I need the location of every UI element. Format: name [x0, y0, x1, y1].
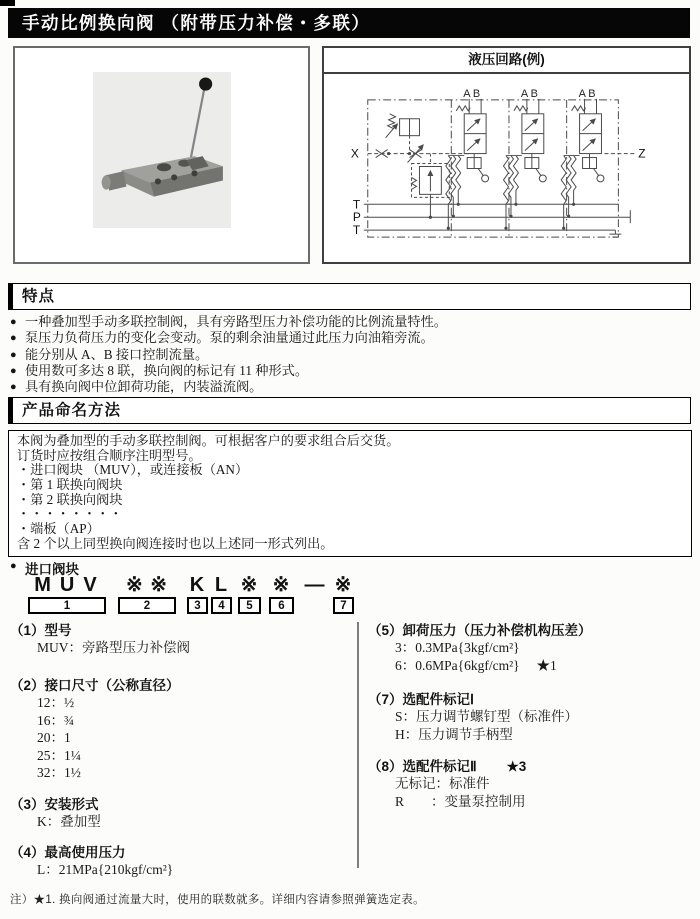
code-text: ※ — [272, 574, 291, 596]
port-label-p: P — [352, 210, 361, 225]
bullet-icon: ● — [10, 560, 17, 572]
naming-line: 含 2 个以上同型换向阀连接时也以上述同一形式列出。 — [17, 535, 334, 551]
port-label-t-bottom: T — [352, 223, 361, 238]
spec-value: L：21MPa{210kgf/cm²} — [37, 861, 174, 877]
hydraulic-circuit-panel — [322, 46, 691, 264]
spec-value: 3：0.3MPa{3kgf/cm²} — [395, 640, 520, 655]
bullet-icon: ● — [10, 364, 17, 377]
valve-photo-illustration — [93, 72, 231, 228]
port-label-x: X — [350, 146, 359, 161]
spec-num: （4） — [10, 844, 45, 860]
code-segment-3 — [187, 574, 208, 614]
naming-line: ・进口阀块 （MUV），或连接板（AN） — [17, 462, 249, 478]
spec-num: （1） — [10, 623, 45, 638]
feature-text: 能分别从 A、B 接口控制流量。 — [25, 346, 209, 362]
feature-item — [10, 330, 690, 346]
spec-value: K：叠加型 — [37, 813, 101, 829]
code-segment-7 — [333, 574, 354, 614]
code-text: — — [304, 574, 326, 596]
spec-num: （5） — [368, 623, 403, 638]
spec-value: H：压力调节手柄型 — [395, 727, 513, 742]
product-photo-frame — [13, 46, 310, 264]
code-text: ※ — [240, 574, 259, 596]
spec-value: 无标记：标准件 — [395, 776, 490, 791]
bullet-icon: ● — [10, 316, 17, 328]
bullet-icon: ● — [10, 381, 17, 394]
features-list — [10, 314, 690, 395]
column-divider — [357, 622, 359, 868]
spec-value: 12：½ — [37, 695, 75, 710]
spec-num: （2） — [10, 678, 45, 693]
spec-item-2 — [10, 677, 350, 782]
spec-value: 16：¾ — [37, 712, 75, 728]
footnote: 注）★1. 换向阀通过流量大时，使用的联数就多。详细内容请参照弹簧选定表。 — [10, 894, 425, 906]
port-label-ab-3: A B — [578, 87, 596, 100]
spec-num: （7） — [368, 692, 403, 707]
inlet-block-label: 进口阀块 — [25, 562, 79, 577]
model-code — [28, 574, 354, 614]
spec-num: （3） — [10, 796, 45, 812]
spec-value: R ：变量泵控制用 — [395, 794, 526, 809]
code-segment-1 — [28, 574, 106, 614]
feature-text: 一种叠加型手动多联控制阀，具有旁路型压力补偿功能的比例流量特性。 — [25, 314, 447, 329]
hydraulic-circuit-diagram — [324, 74, 685, 260]
spec-title-text: 选配件标记Ⅱ — [402, 759, 477, 774]
product-photo — [93, 72, 231, 228]
naming-line: ・第 1 联换向阀块 — [17, 476, 123, 492]
code-segment-dash — [302, 574, 328, 596]
naming-line: ・端板（AP） — [17, 520, 100, 536]
spec-item-4 — [10, 844, 350, 879]
naming-line: 本阀为叠加型的手动多联控制阀。可根据客户的要求组合后交货。 — [17, 433, 400, 448]
feature-item — [10, 363, 690, 379]
circuit-title: 液压回路(例) — [324, 48, 689, 74]
code-segment-5 — [238, 574, 261, 614]
feature-text: 具有换向阀中位卸荷功能，内装溢流阀。 — [25, 379, 263, 395]
spec-value: 32：1½ — [37, 765, 81, 780]
spec-title-text: 接口尺寸（公称直径） — [44, 678, 180, 693]
port-label-z: Z — [638, 146, 646, 161]
spec-item-5 — [368, 622, 688, 675]
port-label-t-top: T — [352, 197, 361, 212]
bullet-icon: ● — [10, 348, 17, 361]
spec-value: S：压力调节螺钉型（标准件） — [395, 709, 579, 724]
code-segment-4 — [211, 574, 232, 614]
naming-line: 订货时应按组合顺序注明型号。 — [17, 447, 202, 463]
feature-item — [10, 314, 690, 330]
spec-item-7 — [368, 691, 688, 744]
spec-value: 20：1 — [37, 730, 71, 745]
port-label-ab-2: A B — [520, 87, 538, 100]
feature-text: 使用数可多达 8 联，换向阀的标记有 11 种形式。 — [25, 362, 309, 378]
code-text: ※ ※ — [125, 574, 169, 596]
feature-text: 泵压力负荷压力的变化会变动。泵的剩余油量通过此压力向油箱旁流。 — [25, 330, 434, 346]
bullet-icon: ● — [10, 332, 17, 345]
code-box-number: 7 — [333, 597, 354, 614]
spec-column-right — [368, 622, 688, 811]
code-text: MUV — [34, 574, 106, 596]
spec-value: 25：1¼ — [37, 747, 81, 763]
spec-column-left — [10, 622, 350, 879]
spec-item-1 — [10, 622, 350, 657]
code-box-number: 3 — [187, 597, 208, 614]
naming-line: ・第 2 联换向阀块 — [17, 491, 123, 507]
code-text: L — [214, 574, 229, 596]
spec-title-text: 型号 — [44, 623, 72, 638]
spec-title-text: 卸荷压力（压力补偿机构压差） — [402, 623, 592, 638]
spec-item-3 — [10, 796, 350, 831]
code-box-number: 1 — [28, 597, 106, 614]
code-box-number: 6 — [269, 597, 294, 614]
features-heading: 特点 — [8, 283, 691, 310]
code-box-number: 4 — [211, 597, 232, 614]
code-box-number: 5 — [238, 597, 261, 614]
code-box-number: 2 — [118, 597, 176, 614]
code-text: ※ — [334, 574, 353, 596]
spec-title-text: 选配件标记Ⅰ — [402, 692, 474, 707]
code-text: K — [189, 574, 206, 596]
spec-title-text: 安装形式 — [44, 796, 99, 812]
feature-item — [10, 347, 690, 363]
spec-title-text: 最高使用压力 — [44, 844, 126, 860]
port-label-ab-1: A B — [463, 87, 481, 100]
naming-description-box — [8, 430, 692, 557]
spec-value: MUV：旁路型压力补偿阀 — [37, 640, 191, 655]
spec-num: （8） — [368, 759, 403, 774]
feature-item — [10, 379, 690, 395]
spec-star-note: ★3 — [506, 759, 527, 774]
spec-item-8 — [368, 758, 688, 811]
code-segment-2 — [118, 574, 176, 614]
spec-value: 6：0.6MPa{6kgf/cm²} ★1 — [395, 658, 557, 673]
page-title: 手动比例换向阀 （附带压力补偿・多联） — [8, 8, 690, 38]
naming-heading: 产品命名方法 — [8, 397, 691, 424]
scan-corner-artifact — [0, 0, 15, 6]
code-segment-6 — [269, 574, 294, 614]
naming-line: ・・・・・・・・ — [17, 506, 123, 522]
